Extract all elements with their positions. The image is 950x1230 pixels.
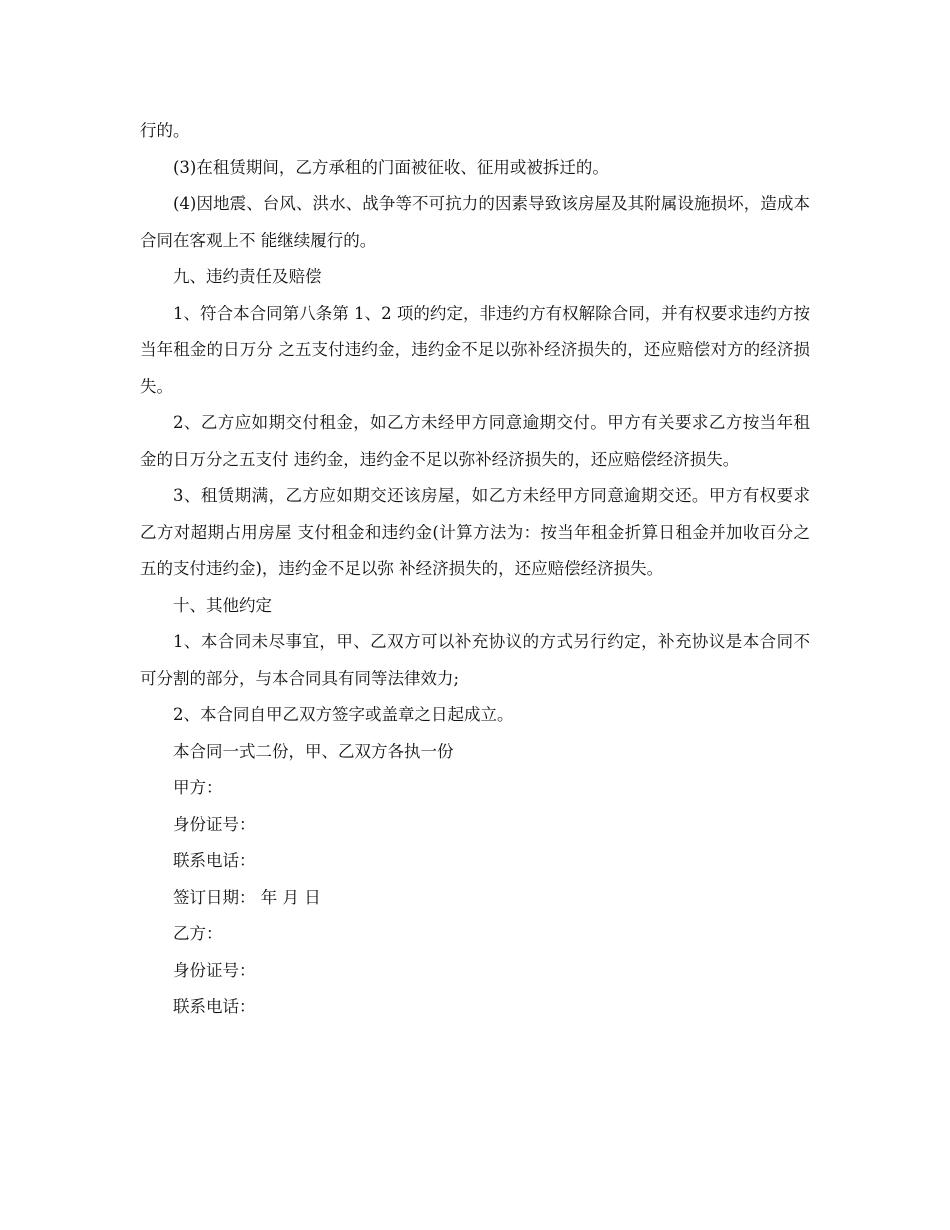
party-b-phone-label: 联系电话： <box>173 997 256 1016</box>
paragraph-breach-3: 3、租赁期满，乙方应如期交还该房屋，如乙方未经甲方同意逾期交还。甲方有权要求乙方对超期占用房屋 支付租金和违约金(计算方法为：按当年租金折算日租金并加收百分之五的支付违约金)，违约金不足以弥 补经济损失的，还应赔偿经济损失。 <box>140 486 810 578</box>
paragraph-breach-1: 1、符合本合同第八条第 1、2 项的约定，非违约方有权解除合同，并有权要求违约方按当年租金的日万分 之五支付违约金，违约金不足以弥补经济损失的，还应赔偿对方的经济损失。 <box>140 303 810 396</box>
section-heading-breach: 九、违约责任及赔偿 <box>173 267 322 286</box>
section-heading-other: 十、其他约定 <box>173 595 272 615</box>
party-b-label: 乙方： <box>173 924 223 943</box>
copies-statement: 本合同一式二份，甲、乙双方各执一份 <box>173 741 454 761</box>
party-b-id-label: 身份证号： <box>173 960 256 980</box>
paragraph-other-2: 2、本合同自甲乙双方签字或盖章之日起成立。 <box>173 705 514 724</box>
paragraph-clause-4: (4)因地震、台风、洪水、战争等不可抗力的因素导致该房屋及其附属设施损坏，造成本合同在客观上不 能继续履行的。 <box>140 194 810 250</box>
party-a-id-label: 身份证号： <box>173 814 256 834</box>
sign-date-label: 签订日期： 年 月 日 <box>173 887 321 907</box>
paragraph-breach-2: 2、乙方应如期交付租金，如乙方未经甲方同意逾期交付。甲方有关要求乙方按当年租金的日万分之五支付 违约金，违约金不足以弥补经济损失的，还应赔偿经济损失。 <box>140 413 810 469</box>
party-a-phone-label: 联系电话： <box>173 851 256 870</box>
document-body <box>140 113 810 1026</box>
paragraph-continuation: 行的。 <box>140 121 190 140</box>
party-a-label: 甲方： <box>173 778 223 797</box>
paragraph-other-1: 1、本合同未尽事宜，甲、乙双方可以补充协议的方式另行约定，补充协议是本合同不可分割的部分，与本合同具有同等法律效力; <box>140 632 810 688</box>
paragraph-clause-3: (3)在租赁期间，乙方承租的门面被征收、征用或被拆迁的。 <box>173 157 609 177</box>
